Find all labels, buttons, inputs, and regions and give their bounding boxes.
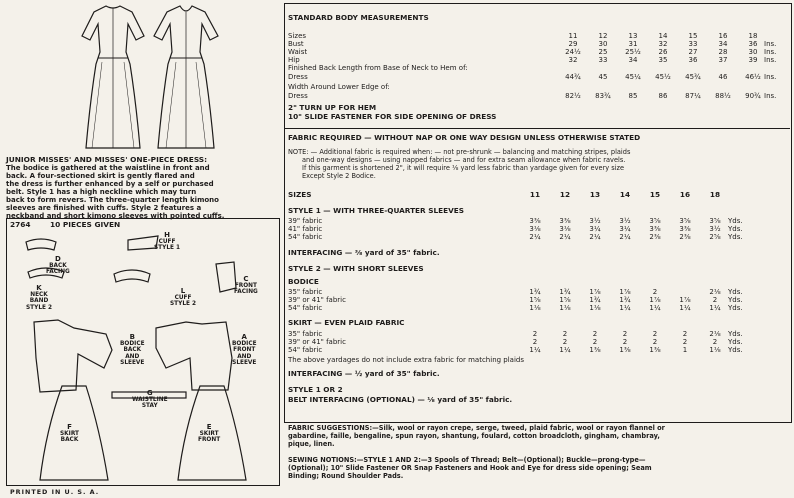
back-length-label: Finished Back Length from Base of Neck to Hem of:: [288, 64, 468, 72]
bodice-title: BODICE: [288, 277, 319, 286]
notions-line: Binding; Round Shoulder Pads.: [288, 472, 404, 480]
style1-row: 54" fabric 2¼ 2¼ 2¼ 2¼ 2⅜ 2⅜ 2⅝ Yds.: [288, 233, 743, 241]
fabric-note: If this garment is shortened 2", it will require ⅛ yard less fabric than yardage given for every size: [302, 164, 625, 172]
description-line: the dress is further enhanced by a self or purchased: [6, 180, 214, 188]
description-block: [6, 156, 284, 220]
description-title: JUNIOR MISSES' AND MISSES' ONE-PIECE DRESS:: [6, 155, 208, 164]
notions-line: (Optional); 10" Slide Fastener OR Snap Fasteners and Hook and Eye for dress side opening; Seam: [288, 464, 652, 472]
piece-g-label: G WAISTLINE STAY: [132, 389, 168, 409]
description-line: back to form revers. The three-quarter length kimono: [6, 196, 219, 204]
description-line: back. A four-sectioned skirt is gently flared and: [6, 172, 195, 180]
description-line: The bodice is gathered at the waistline in front and: [6, 164, 210, 172]
dress-front-sketch: [150, 2, 222, 152]
pieces-count: 10 PIECES GIVEN: [50, 220, 121, 229]
skirt-title: SKIRT — EVEN PLAID FABRIC: [288, 318, 405, 327]
measurements-title: STANDARD BODY MEASUREMENTS: [288, 13, 429, 22]
style1-title: STYLE 1 — WITH THREE-QUARTER SLEEVES: [288, 206, 464, 215]
sizes-row: SIZES 11 12 13 14 15 16 18: [288, 190, 721, 199]
size-row: Sizes 11 12 13 14 15 16 18: [288, 32, 758, 40]
back-length-row: Dress 44¾ 45 45¼ 45½ 45¾ 46 46½ Ins.: [288, 73, 777, 81]
fabric-suggestions: [288, 424, 788, 448]
fabric-note: and one-way designs — using napped fabrics — and for extra seam allowance when fabric ravels.: [302, 156, 626, 164]
description-line: neckband and short kimono sleeves with pointed cuffs.: [6, 212, 225, 220]
description-line: belt. Style 1 has a high neckline which may turn: [6, 188, 197, 196]
waist-row: Waist 24½ 25 25½ 26 27 28 30 Ins.: [288, 48, 777, 56]
piece-l-label: L CUFF STYLE 2: [170, 287, 197, 307]
style1-row: 39" fabric 3⅜ 3⅜ 3½ 3½ 3⅝ 3⅝ 3⅝ Yds.: [288, 217, 743, 225]
skirt-row: 39" or 41" fabric 2 2 2 2 2 2 2 Yds.: [288, 338, 743, 346]
piece-k-label: K NECK BAND STYLE 2: [26, 284, 53, 311]
piece-e-label: E SKIRT FRONT: [198, 423, 221, 443]
skirt-row: 35" fabric 2 2 2 2 2 2 2⅛ Yds.: [288, 330, 743, 338]
description-line: sleeves are finished with cuffs. Style 2 features a: [6, 204, 202, 212]
piece-a-label: A BODICE FRONT AND SLEEVE: [232, 333, 257, 366]
piece-h-label: H CUFF STYLE 1: [154, 231, 181, 251]
plaid-note: The above yardages do not include extra fabric for matching plaids: [288, 356, 525, 364]
fabric-title: FABRIC REQUIRED — WITHOUT NAP OR ONE WAY DESIGN UNLESS OTHERWISE STATED: [288, 133, 641, 142]
interfacing1: INTERFACING — ⅜ yard of 35" fabric.: [288, 248, 440, 257]
printed-in-usa: PRINTED IN U. S. A.: [10, 488, 100, 496]
fastener-note: 10" SLIDE FASTENER FOR SIDE OPENING OF DRESS: [288, 112, 497, 121]
suggestions-line: pique, linen.: [288, 440, 335, 448]
belt-interfacing: BELT INTERFACING (OPTIONAL) — ⅛ yard of 35" fabric.: [288, 395, 513, 404]
divider-line: [285, 128, 790, 129]
pattern-number: 2764: [10, 220, 31, 229]
piece-d-label: D BACK FACING: [46, 255, 70, 275]
bodice-row: 39" or 41" fabric 1⅝ 1⅝ 1¾ 1¾ 1⅞ 1⅞ 2 Yds.: [288, 296, 743, 304]
notions-line: SEWING NOTIONS:—STYLE 1 AND 2:—3 Spools of Thread; Belt—(Optional); Buckle—prong-type—: [288, 456, 646, 464]
piece-c-label: C FRONT FACING: [234, 275, 258, 295]
suggestions-line: FABRIC SUGGESTIONS:—Silk, wool or rayon crepe, serge, tweed, plaid fabric, wool or rayon flannel or: [288, 424, 665, 432]
fabric-note: NOTE: — Additional fabric is required when: — not pre-shrunk — balancing and matching stripes, plaids: [288, 148, 631, 156]
piece-f-label: F SKIRT BACK: [60, 423, 79, 443]
bodice-row: 54" fabric 1⅛ 1⅛ 1⅛ 1¼ 1¼ 1¼ 1¼ Yds.: [288, 304, 743, 312]
skirt-row: 54" fabric 1¼ 1¼ 1⅜ 1⅜ 1⅜ 1 1⅛ Yds.: [288, 346, 743, 354]
dress-back-sketch: [78, 2, 148, 152]
width-label: Width Around Lower Edge of:: [288, 83, 390, 91]
piece-b-label: B BODICE BACK AND SLEEVE: [120, 333, 145, 366]
sewing-notions: [288, 456, 788, 480]
width-row: Dress 82½ 83¾ 85 86 87¼ 88½ 90¾ Ins.: [288, 92, 777, 100]
bodice-row: 35" fabric 1¾ 1¾ 1⅞ 1⅞ 2 2⅛ Yds.: [288, 288, 743, 296]
style1-row: 41" fabric 3⅛ 3⅛ 3¼ 3¼ 3⅜ 3⅜ 3½ Yds.: [288, 225, 743, 233]
style12-title: STYLE 1 OR 2: [288, 385, 343, 394]
suggestions-line: gabardine, faille, bengaline, spun rayon, shantung, foulard, cotton broadcloth, gingham, chambray,: [288, 432, 660, 440]
fabric-table: [288, 134, 788, 414]
interfacing2: INTERFACING — ½ yard of 35" fabric.: [288, 369, 440, 378]
hip-row: Hip 32 33 34 35 36 37 39 Ins.: [288, 56, 777, 64]
fabric-note: Except Style 2 Bodice.: [302, 172, 376, 180]
hem-note: 2" TURN UP FOR HEM: [288, 103, 377, 112]
measurements-table: [288, 14, 788, 134]
style2-title: STYLE 2 — WITH SHORT SLEEVES: [288, 264, 424, 273]
bust-row: Bust 29 30 31 32 33 34 36 Ins.: [288, 40, 777, 48]
